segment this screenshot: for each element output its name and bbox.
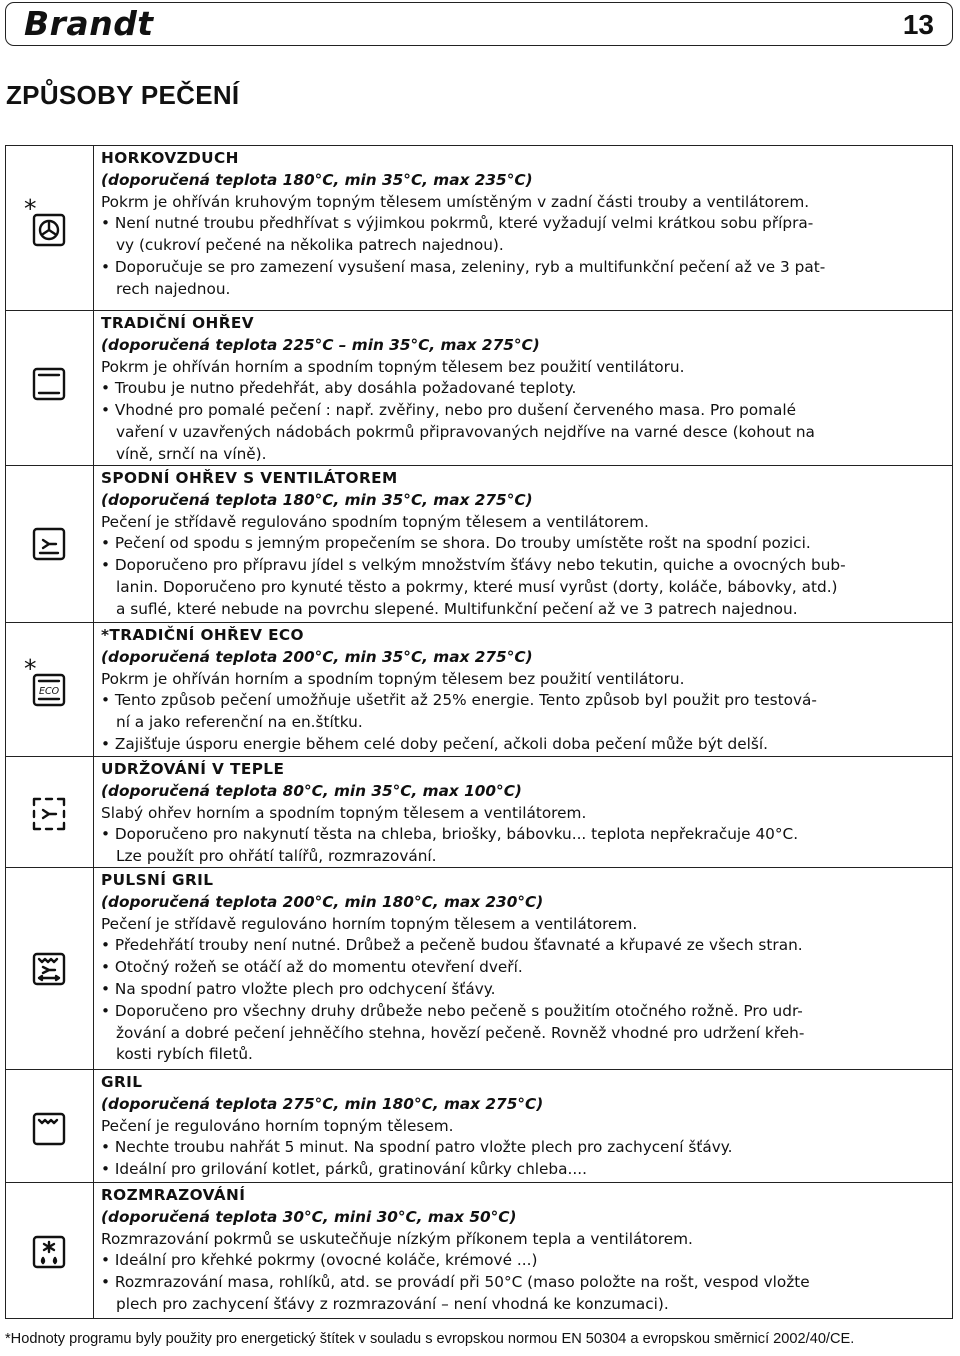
mode-text [101,313,946,466]
footnote: *Hodnoty programu byly použity pro energetický štítek v souladu s evropskou normou EN 50304 a evropskou směrnicí 2002/40/CE. [5,1331,855,1347]
bullet-item: • Troubu je nutno předehřát, aby dosáhla požadované teploty. [101,379,577,398]
bullet-item: • Na spodní patro vložte plech pro odchycení šťávy. [101,979,496,998]
mode-temperature: (doporučená teplota 200°C, min 35°C, max 275°C) [101,647,533,666]
footnote-star-marker: * [24,654,37,683]
bullet-item: • Ideální pro křehké pokrmy (ovocné koláče, krémové ...) [101,1251,538,1270]
bullet-item: • Otočný rožeň se otáčí až do momentu otevření dveří. [101,958,523,977]
mode-row [6,1182,952,1319]
body-line: Lze použít pro ohřátí talířů, rozmrazování. [116,847,437,866]
svg-text:ECO: ECO [38,686,60,697]
bottom-heat-fan-icon [31,526,67,562]
bullet-item: • Doporučeno pro přípravu jídel s velkým množstvím šťávy nebo tekutin, quiche a ovocných bub- [101,556,846,575]
mode-title: TRADIČNÍ OHŘEV [101,314,254,332]
body-line: Slabý ohřev horním a spodním topným tělesem a ventilátorem. [101,803,587,822]
bullet-item: • Doporučuje se pro zamezení vysušení masa, zeleniny, ryb a multifunkční pečení až ve 3 pat- [101,257,826,276]
page-header [5,2,953,46]
mode-temperature: (doporučená teplota 180°C, min 35°C, max 235°C) [101,170,533,189]
mode-temperature: (doporučená teplota 225°C – min 35°C, max 275°C) [101,335,540,354]
mode-row [6,146,952,310]
defrost-icon [31,1234,67,1270]
mode-title: SPODNÍ OHŘEV S VENTILÁTOREM [101,469,398,487]
body-line: rech najednou. [116,279,231,298]
mode-row [6,622,952,757]
body-line: Pečení je střídavě regulováno horním topným tělesem a ventilátorem. [101,914,638,933]
mode-row [6,1069,952,1183]
body-line: Pokrm je ohříván kruhovým topným tělesem umístěným v zadní části trouby a ventilátorem. [101,192,810,211]
bullet-item: • Předehřátí trouby není nutné. Drůbež a pečeně budou šťavnaté a křupavé ze všech stran. [101,936,803,955]
pulse-grill-icon [31,951,67,987]
body-line: vaření v uzavřených nádobách pokrmů připravovaných nejdříve na varné desce (kohout na [116,422,815,441]
bullet-item: • Tento způsob pečení umožňuje ušetřit až 25% energie. Tento způsob byl použit pro testová- [101,691,817,710]
mode-text [101,148,946,301]
mode-text [101,1185,946,1316]
mode-text [101,759,946,868]
bullet-item: • Pečení od spodu s jemným propečením se shora. Do trouby umístěte rošt na spodní pozici. [101,534,811,553]
bullet-item: • Zajišťuje úsporu energie během celé doby pečení, ačkoli doba pečení může být delší. [101,734,768,753]
mode-title: HORKOVZDUCH [101,149,239,167]
bullet-item: • Rozmrazování masa, rohlíků, atd. se provádí při 50°C (maso položte na rošt, vespod vložte [101,1273,810,1292]
page-title: ZPŮSOBY PEČENÍ [6,80,240,110]
mode-temperature: (doporučená teplota 30°C, mini 30°C, max 50°C) [101,1207,517,1226]
mode-row [6,465,952,623]
mode-temperature: (doporučená teplota 80°C, min 35°C, max 100°C) [101,781,522,800]
body-line: vy (cukroví pečené na několika patrech najednou). [116,236,504,255]
footnote-star-marker: * [24,194,37,223]
mode-row [6,310,952,466]
body-line: Pokrm je ohříván horním a spodním topným tělesem bez použití ventilátoru. [101,669,685,688]
body-line: Pokrm je ohříván horním a spodním topným tělesem bez použití ventilátoru. [101,357,685,376]
mode-text [101,870,946,1066]
page-number: 13 [902,9,934,40]
bullet-item: • Nechte troubu nahřát 5 minut. Na spodní patro vložte plech pro zachycení šťávy. [101,1138,733,1157]
bullet-item: • Ideální pro grilování kotlet, párků, gratinování kůrky chleba.... [101,1160,587,1179]
mode-title: PULSNÍ GRIL [101,871,214,889]
body-line: víně, srnčí na víně). [116,444,267,463]
body-line: ní a jako referenční na en.štítku. [116,713,363,732]
cooking-modes-table [5,145,953,1319]
mode-title: UDRŽOVÁNÍ V TEPLE [101,760,285,778]
mode-title: *TRADIČNÍ OHŘEV ECO [101,626,304,644]
body-line: Pečení je střídavě regulováno spodním topným tělesem a ventilátorem. [101,512,649,531]
mode-title: ROZMRAZOVÁNÍ [101,1186,246,1204]
mode-text [101,625,946,756]
mode-text [101,1072,946,1181]
body-line: Pečení je regulováno horním topným tělesem. [101,1116,454,1135]
body-line: kosti rybích filetů. [116,1045,253,1064]
mode-title: GRIL [101,1073,143,1091]
bullet-item: • Vhodné pro pomalé pečení : např. zvěřiny, nebo pro dušení červeného masa. Pro pomalé [101,401,797,420]
top-bottom-heat-icon [31,366,67,402]
mode-temperature: (doporučená teplota 180°C, min 35°C, max 275°C) [101,490,533,509]
mode-row [6,867,952,1070]
body-line: Rozmrazování pokrmů se uskutečňuje nízkým příkonem tepla a ventilátorem. [101,1229,693,1248]
mode-temperature: (doporučená teplota 275°C, min 180°C, max 275°C) [101,1094,544,1113]
brand-logo: Brandt [24,4,154,43]
body-line: lanin. Doporučeno pro kynuté těsto a pokrmy, které musí vyrůst (dorty, koláče, bábovky, atd.) [116,577,838,596]
grill-icon [31,1111,67,1147]
body-line: žování a dobré pečení jehněčího stehna, hovězí pečeně. Rovněž vhodné pro udržení křeh- [116,1023,805,1042]
bullet-item: • Není nutné troubu předhřívat s výjimkou pokrmů, které vyžadují velmi krátkou sobu přípra- [101,214,814,233]
body-line: a suflé, které nebude na povrchu slepené. Multifunkční pečení až ve 3 patrech najednou. [116,599,798,618]
mode-text [101,468,946,621]
body-line: plech pro zachycení šťávy z rozmrazování – není vhodná ke konzumaci). [116,1294,669,1313]
bullet-item: • Doporučeno pro nakynutí těsta na chleba, briošky, bábovku... teplota nepřekračuje 40°C. [101,825,799,844]
mode-row [6,756,952,868]
keep-warm-icon [31,796,67,832]
bullet-item: • Doporučeno pro všechny druhy drůbeže nebo pečeně s použitím otočného rožně. Pro udr- [101,1001,803,1020]
mode-temperature: (doporučená teplota 200°C, min 180°C, max 230°C) [101,892,544,911]
